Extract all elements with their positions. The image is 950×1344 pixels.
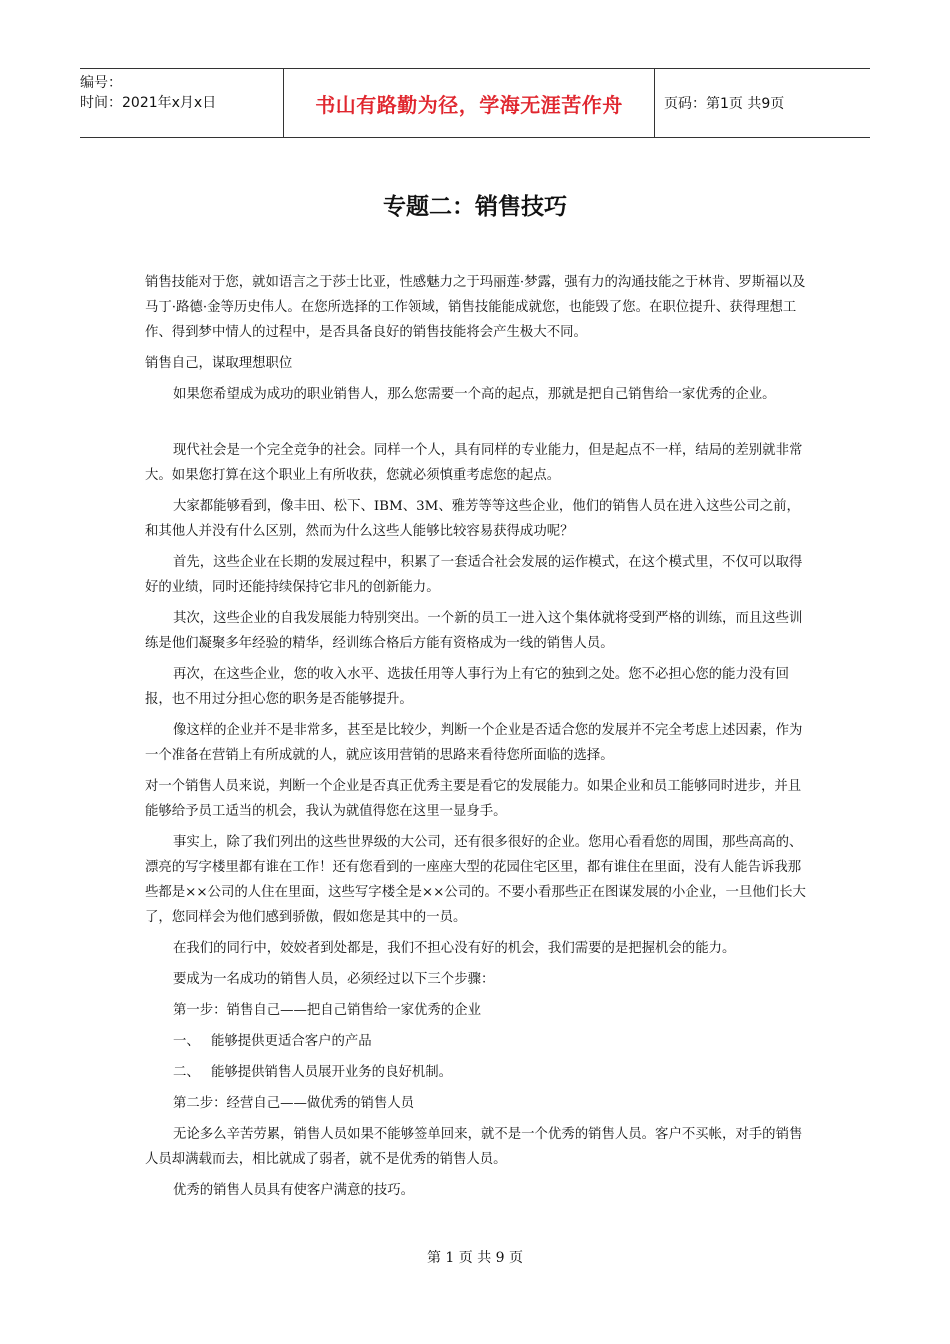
intro-paragraph: 销售技能对于您，就如语言之于莎士比亚，性感魅力之于玛丽莲·梦露，强有力的沟通技能之于林肯、罗斯福以及马丁·路德·金等历史伟人。在您所选择的工作领域，销售技能能成就您，也能毁了您。在职位提升、获得理想工作、得到梦中情人的过程中，是否具备良好的销售技能将会产生极大不同。 xyxy=(145,275,806,340)
section-heading: 销售自己，谋取理想职位 xyxy=(145,356,293,371)
header-meta xyxy=(80,69,280,137)
step-two-heading: 第二步：经营自己——做优秀的销售人员 xyxy=(173,1096,415,1111)
document-body xyxy=(145,270,809,1203)
list-item xyxy=(145,1060,809,1085)
time-label: 时间：2021年x月x日 xyxy=(80,95,217,111)
page-title: 专题二：销售技巧 xyxy=(383,194,567,220)
motto: 书山有路勤为径，学海无涯苦作舟 xyxy=(315,92,623,117)
page-header xyxy=(80,68,870,138)
paragraph: 首先，这些企业在长期的发展过程中，积累了一套适合社会发展的运作模式，在这个模式里，不仅可以取得好的业绩，同时还能持续保持它非凡的创新能力。 xyxy=(145,555,803,595)
paragraph: 如果您希望成为成功的职业销售人，那么您需要一个高的起点，那就是把自己销售给一家优秀的企业。 xyxy=(173,387,776,402)
header-motto-cell xyxy=(283,69,655,137)
paragraph: 对一个销售人员来说，判断一个企业是否真正优秀主要是看它的发展能力。如果企业和员工能够同时进步，并且能够给予员工适当的机会，我认为就值得您在这里一显身手。 xyxy=(145,779,802,819)
page-info: 页码：第1页 共9页 xyxy=(664,96,785,112)
list-item-text: 能够提供更适合客户的产品 xyxy=(211,1034,372,1049)
paragraph: 现代社会是一个完全竞争的社会。同样一个人，具有同样的专业能力，但是起点不一样，结局的差别就非常大。如果您打算在这个职业上有所收获，您就必须慎重考虑您的起点。 xyxy=(145,443,803,483)
list-item-number: 一、 xyxy=(173,1034,200,1049)
paragraph: 优秀的销售人员具有使客户满意的技巧。 xyxy=(173,1183,415,1198)
paragraph: 像这样的企业并不是非常多，甚至是比较少，判断一个企业是否适合您的发展并不完全考虑上述因素，作为一个准备在营销上有所成就的人，就应该用营销的思路来看待您所面临的选择。 xyxy=(145,723,803,763)
paragraph: 无论多么辛苦劳累，销售人员如果不能够签单回来，就不是一个优秀的销售人员。客户不买帐，对手的销售人员却满载而去，相比就成了弱者，就不是优秀的销售人员。 xyxy=(145,1127,803,1167)
paragraph: 大家都能够看到，像丰田、松下、IBM、3M、雅芳等等这些企业，他们的销售人员在进入这些公司之前，和其他人并没有什么区别，然而为什么这些人能够比较容易获得成功呢？ xyxy=(145,499,800,539)
page-footer: 第 1 页 共 9 页 xyxy=(426,1250,524,1266)
paragraph: 其次，这些企业的自我发展能力特别突出。一个新的员工一进入这个集体就将受到严格的训练，而且这些训练是他们凝聚多年经验的精华，经训练合格后方能有资格成为一线的销售人员。 xyxy=(145,611,803,651)
list-item-text: 能够提供销售人员展开业务的良好机制。 xyxy=(211,1065,453,1080)
paragraph: 要成为一名成功的销售人员，必须经过以下三个步骤： xyxy=(173,972,495,987)
paragraph: 在我们的同行中，姣姣者到处都是，我们不担心没有好的机会，我们需要的是把握机会的能力。 xyxy=(173,941,736,956)
paragraph: 事实上，除了我们列出的这些世界级的大公司，还有很多很好的企业。您用心看看您的周围，那些高高的、漂亮的写字楼里都有谁在工作！还有您看到的一座座大型的花园住宅区里，都有谁住在里面，没有人能告诉我那些都是××公司的人住在里面，这些写字楼全是××公司的。不要小看那些正在图谋发展的小企业，一旦他们长大了，您同样会为他们感到骄傲，假如您是其中的一员。 xyxy=(145,835,806,925)
serial-label: 编号： xyxy=(80,75,122,91)
paragraph: 再次，在这些企业，您的收入水平、选拔任用等人事行为上有它的独到之处。您不必担心您的能力没有回报，也不用过分担心您的职务是否能够提升。 xyxy=(145,667,789,707)
list-item xyxy=(145,1029,809,1054)
list-item-number: 二、 xyxy=(173,1065,200,1080)
step-one-heading: 第一步：销售自己——把自己销售给一家优秀的企业 xyxy=(173,1003,481,1018)
